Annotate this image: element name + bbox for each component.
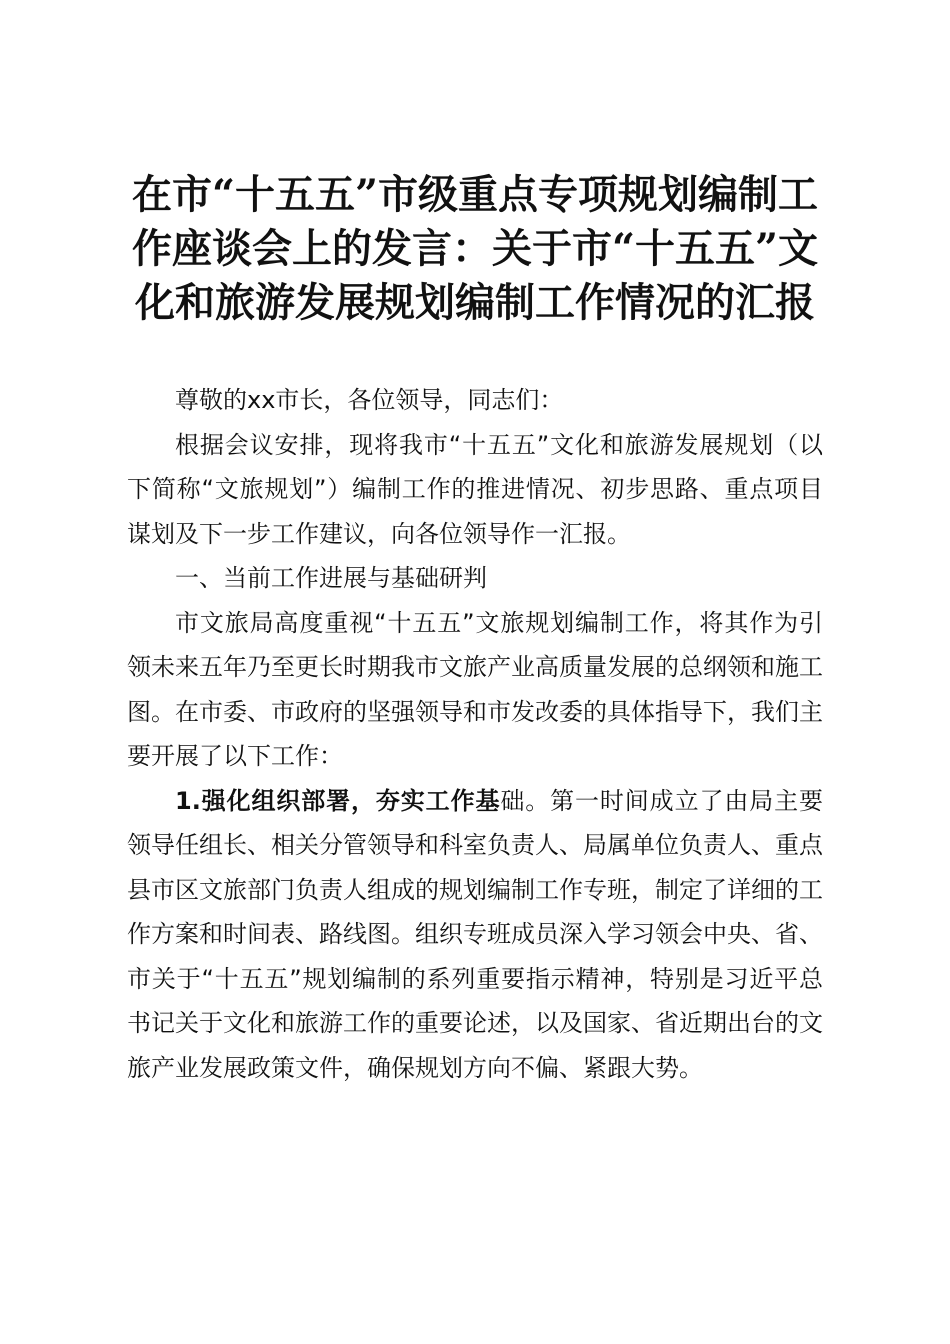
- list-item-paragraph: [127, 779, 823, 1091]
- section-heading: 一、当前工作进展与基础研判: [175, 564, 487, 592]
- section-paragraph: 市文旅局高度重视“十五五”文旅规划编制工作，将其作为引领未来五年乃至更长时期我市文旅产业高质量发展的总纲领和施工图。在市委、市政府的坚强领导和市发改委的具体指导下，我们主要开展了以下工作：: [127, 608, 823, 770]
- document-title: 在市“十五五”市级重点专项规划编制工作座谈会上的发言：关于市“十五五”文化和旅游发展规划编制工作情况的汇报: [131, 171, 818, 326]
- list-item-text: 础。第一时间成立了由局主要领导任组长、相关分管领导和科室负责人、局属单位负责人、重点县市区文旅部门负责人组成的规划编制工作专班，制定了详细的工作方案和时间表、路线图。组织专班成员深入学习领会中央、省、市关于“十五五”规划编制的系列重要指示精神，特别是习近平总书记关于文化和旅游工作的重要论述，以及国家、省近期出台的文旅产业发展政策文件，确保规划方向不偏、紧跟大势。: [127, 786, 824, 1082]
- list-item-heading: 1.强化组织部署，夯实工作基: [175, 786, 501, 815]
- salutation: 尊敬的xx市长，各位领导，同志们：: [175, 386, 564, 414]
- document-body: [127, 378, 823, 1090]
- intro-paragraph: 根据会议安排，现将我市“十五五”文化和旅游发展规划（以下简称“文旅规划”）编制工作的推进情况、初步思路、重点项目谋划及下一步工作建议，向各位领导作一汇报。: [127, 430, 823, 548]
